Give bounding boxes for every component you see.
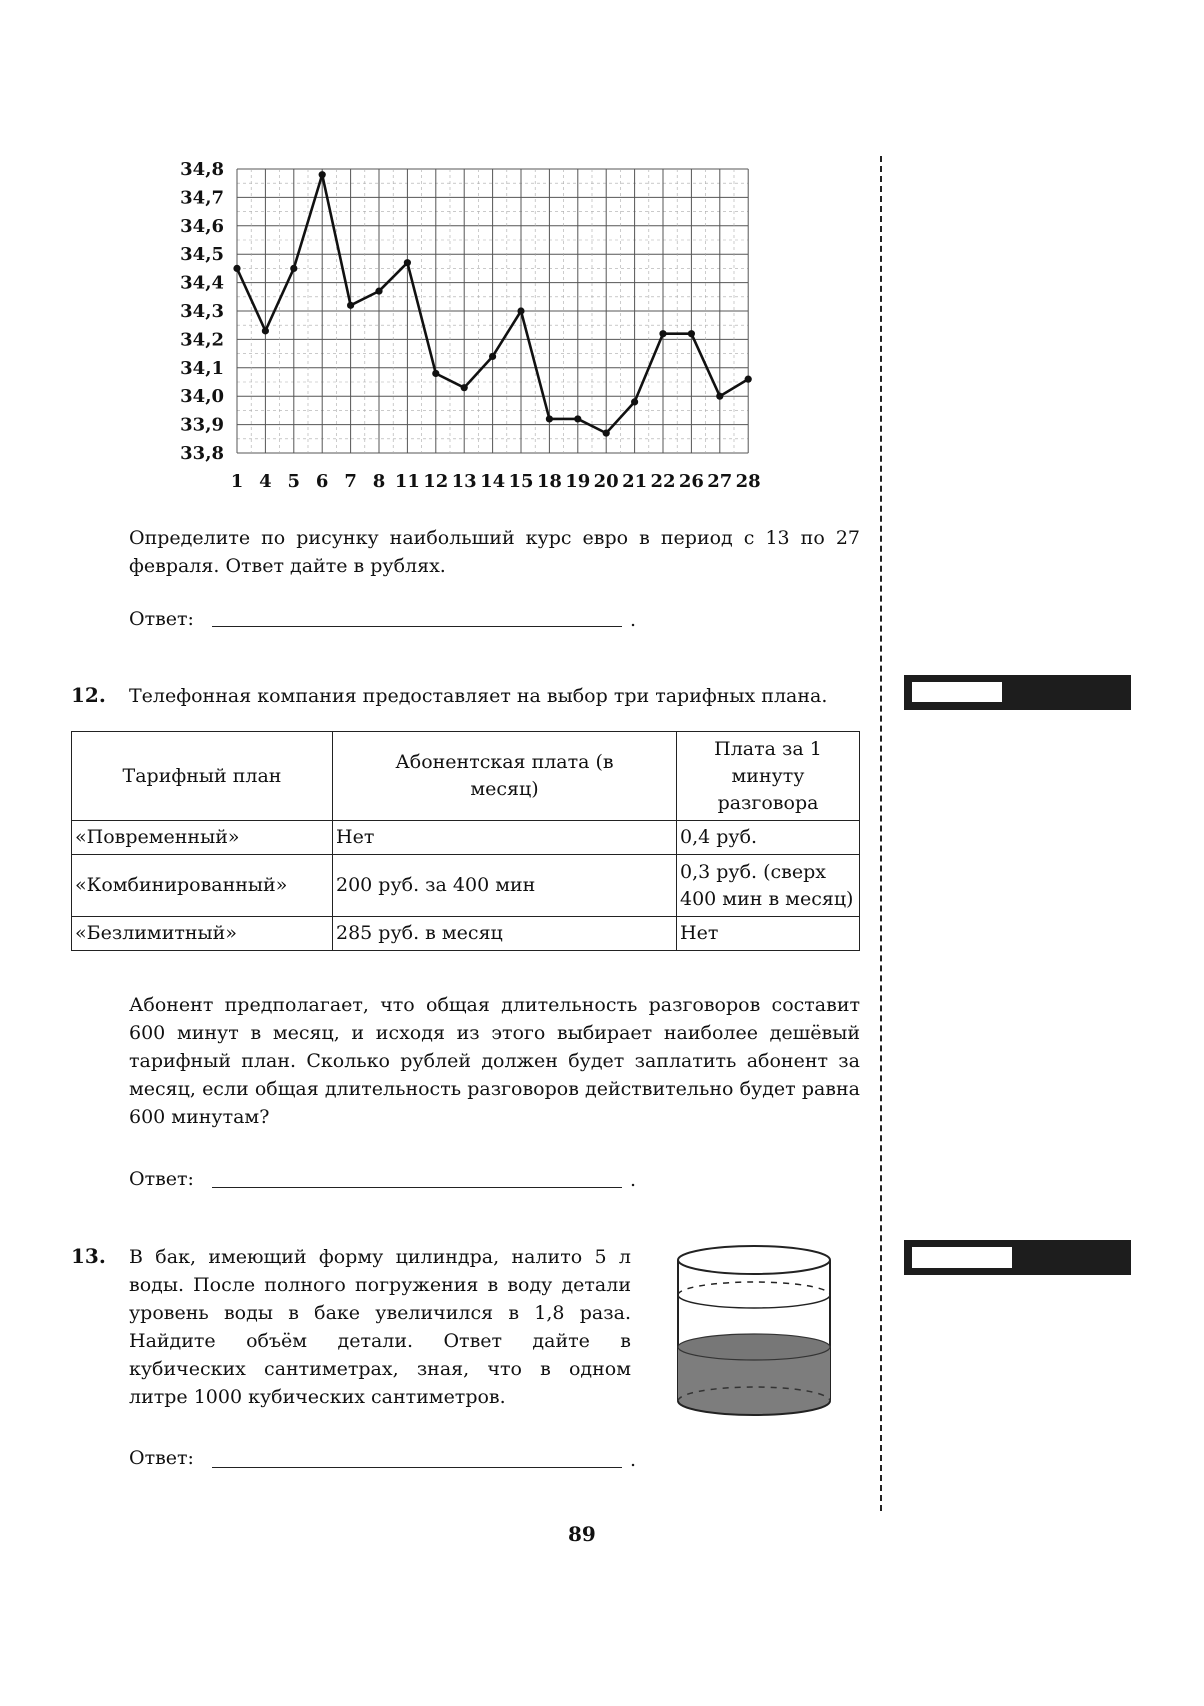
q12-answer-label: Ответ: xyxy=(129,1168,194,1190)
data-point xyxy=(262,327,269,334)
table-cell: «Повременный» xyxy=(72,821,333,855)
x-tick-label: 27 xyxy=(707,471,733,492)
chart-grid xyxy=(237,169,748,453)
table-header: Абонентская плата (в месяц) xyxy=(333,732,677,821)
x-tick-label: 20 xyxy=(593,471,619,492)
q12-answer-field[interactable] xyxy=(212,1187,622,1188)
x-tick-label: 28 xyxy=(735,471,761,492)
y-tick-label: 34,0 xyxy=(180,386,224,408)
q11-answer-field[interactable] xyxy=(212,626,622,627)
x-tick-label: 5 xyxy=(287,471,301,492)
x-tick-label: 13 xyxy=(451,471,477,492)
data-point xyxy=(375,288,382,295)
table-row xyxy=(72,821,860,855)
data-point xyxy=(489,353,496,360)
table-row xyxy=(72,855,860,917)
table-cell: 200 руб. за 400 мин xyxy=(333,855,677,917)
data-point xyxy=(603,430,610,437)
q12-number: 12. xyxy=(71,683,106,707)
x-tick-label: 21 xyxy=(622,471,648,492)
tariff-table xyxy=(71,731,860,951)
q12-intro: Телефонная компания предоставляет на выбор три тарифных плана. xyxy=(129,685,828,707)
table-header: Плата за 1 минуту разговора xyxy=(677,732,860,821)
x-tick-label: 8 xyxy=(372,471,386,492)
table-cell: 0,3 руб. (сверх 400 мин в месяц) xyxy=(677,855,860,917)
answer-box-q12 xyxy=(904,675,1131,710)
data-point xyxy=(546,415,553,422)
data-point xyxy=(233,265,240,272)
data-point xyxy=(688,330,695,337)
cut-line xyxy=(880,156,882,1511)
x-tick-label: 22 xyxy=(650,471,676,492)
x-tick-label: 19 xyxy=(565,471,591,492)
table-cell: 285 руб. в месяц xyxy=(333,917,677,951)
table-cell: «Безлимитный» xyxy=(72,917,333,951)
table-cell: «Комбинированный» xyxy=(72,855,333,917)
q13-answer-dot: . xyxy=(630,1449,637,1471)
x-tick-label: 11 xyxy=(394,471,420,492)
q11-answer-dot: . xyxy=(630,609,637,631)
data-point xyxy=(404,259,411,266)
y-tick-label: 34,8 xyxy=(180,159,224,180)
table-cell: Нет xyxy=(677,917,860,951)
q13-answer-field[interactable] xyxy=(212,1467,622,1468)
y-tick-label: 33,8 xyxy=(180,443,224,464)
data-point xyxy=(319,171,326,178)
data-point xyxy=(716,393,723,400)
q13-number: 13. xyxy=(71,1244,106,1268)
x-tick-label: 26 xyxy=(678,471,704,492)
y-tick-label: 34,3 xyxy=(180,301,224,322)
q11-answer-label: Ответ: xyxy=(129,608,194,630)
x-tick-label: 4 xyxy=(259,471,272,492)
answer-box-q13 xyxy=(904,1240,1131,1275)
data-point xyxy=(432,370,439,377)
q12-text: Абонент предполагает, что общая длительность разговоров составит 600 минут в месяц, и исходя из этого выбирает наиболее дешёвый тарифный план. Сколько рублей должен будет заплатить абонент за месяц, если общая длительность разговоров действительно будет равна 600 минутам? xyxy=(129,994,860,1128)
y-tick-label: 34,4 xyxy=(180,272,224,294)
page-number: 89 xyxy=(568,1522,596,1546)
q13-answer-label: Ответ: xyxy=(129,1447,194,1469)
data-point xyxy=(631,398,638,405)
x-axis-ticks xyxy=(231,471,761,492)
data-point xyxy=(574,415,581,422)
table-cell: 0,4 руб. xyxy=(677,821,860,855)
y-axis-ticks xyxy=(180,159,224,464)
y-tick-label: 34,1 xyxy=(180,357,224,379)
table-cell: Нет xyxy=(333,821,677,855)
y-tick-label: 34,6 xyxy=(180,215,224,237)
y-tick-label: 33,9 xyxy=(180,414,224,436)
q12-answer-dot: . xyxy=(630,1169,637,1191)
cylinder-tank-illustration xyxy=(670,1235,840,1455)
x-tick-label: 15 xyxy=(508,471,534,492)
data-point xyxy=(745,376,752,383)
y-tick-label: 34,2 xyxy=(180,329,224,351)
data-point xyxy=(347,302,354,309)
y-tick-label: 34,5 xyxy=(180,244,224,266)
y-tick-label: 34,7 xyxy=(180,187,224,209)
data-point xyxy=(659,330,666,337)
x-tick-label: 14 xyxy=(480,471,506,492)
q11-text: Определите по рисунку наибольший курс евро в период с 13 по 27 февраля. Ответ дайте в рублях. xyxy=(129,527,860,577)
x-tick-label: 18 xyxy=(536,471,562,492)
q13-text: В бак, имеющий форму цилиндра, налито 5 л воды. После полного погружения в воду детали уровень воды в баке увеличился в 1,8 раза. Найдите объём детали. Ответ дайте в кубических сантиметрах, зная, что в одном литре 1000 кубических сантиметров. xyxy=(129,1246,631,1408)
data-point xyxy=(461,384,468,391)
data-point xyxy=(290,265,297,272)
x-tick-label: 12 xyxy=(423,471,449,492)
x-tick-label: 7 xyxy=(344,471,357,492)
table-header: Тарифный план xyxy=(72,732,333,821)
table-row xyxy=(72,917,860,951)
euro-rate-chart xyxy=(150,150,770,505)
data-point xyxy=(517,307,524,314)
x-tick-label: 6 xyxy=(315,471,329,492)
x-tick-label: 1 xyxy=(230,471,244,492)
tariff-table-header-row xyxy=(72,732,860,821)
